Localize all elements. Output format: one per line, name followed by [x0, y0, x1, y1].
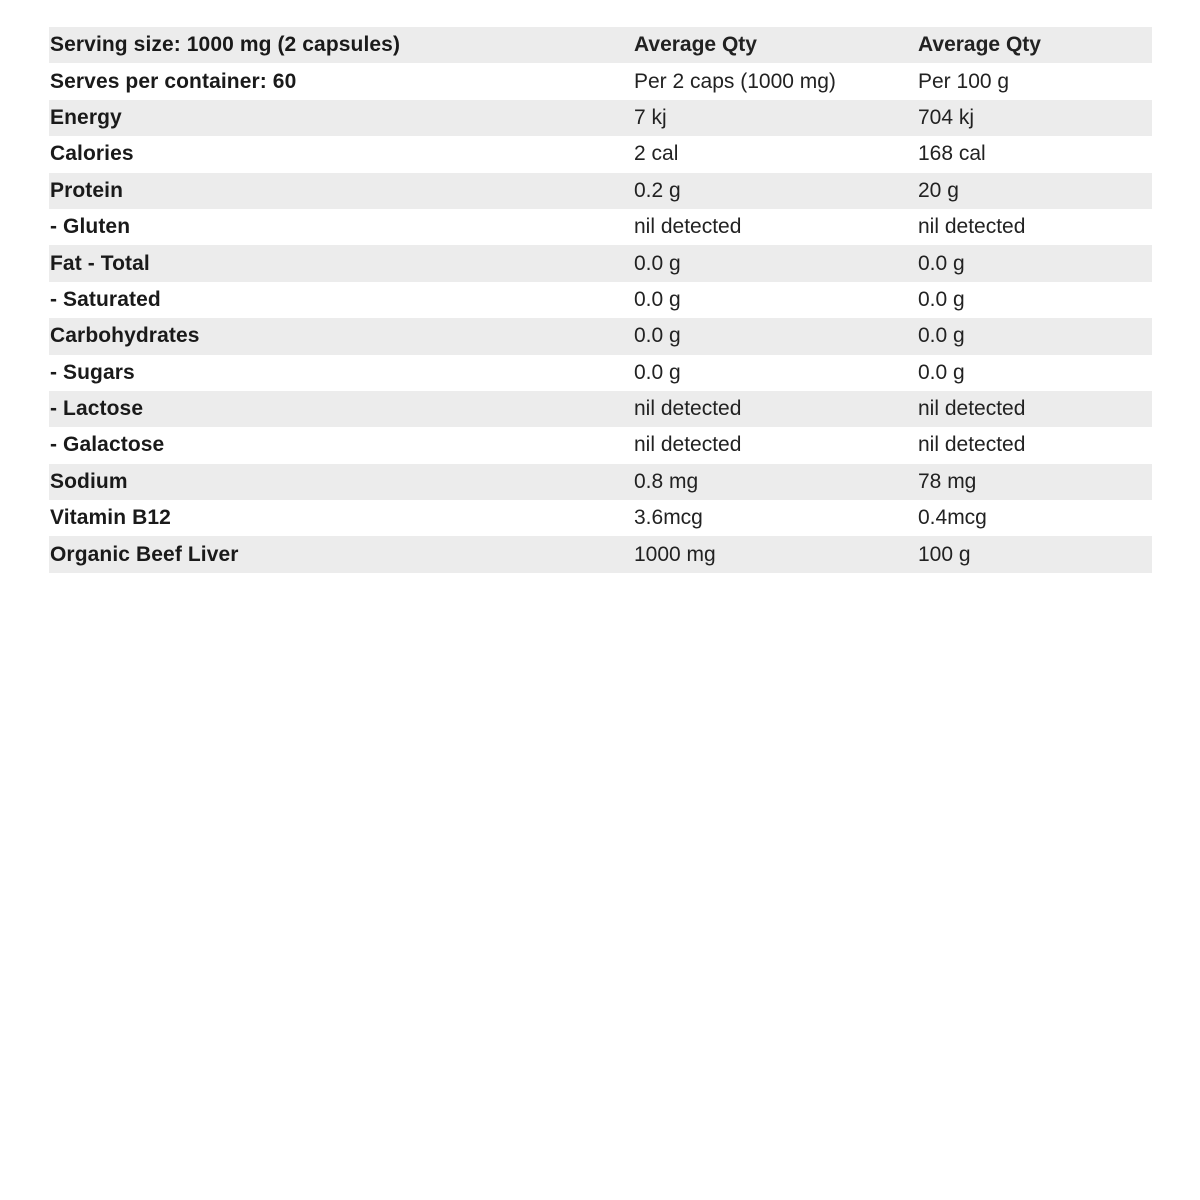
table-row: [49, 500, 1152, 536]
nutrient-label: - Saturated: [50, 287, 161, 311]
nutrient-label: Calories: [50, 142, 134, 166]
table-row: [49, 355, 1152, 391]
nutrient-label: Energy: [50, 105, 122, 129]
per-serve-value: 0.0 g: [634, 251, 681, 275]
per-100g-value: 0.4mcg: [918, 506, 987, 530]
per-serve-value: nil detected: [634, 433, 742, 457]
nutrition-information-table: [49, 27, 1152, 573]
table-row: [49, 173, 1152, 209]
per-100g-value: nil detected: [918, 397, 1026, 421]
nutrient-label: - Galactose: [50, 433, 165, 457]
nutrient-label: - Lactose: [50, 397, 144, 421]
per-100g-value: 100 g: [918, 542, 971, 566]
per-serve-value: 2 cal: [634, 142, 679, 166]
nutrient-label: Protein: [50, 178, 124, 202]
column-subheading-per-serve: Per 2 caps (1000 mg): [634, 69, 836, 93]
per-serve-value: nil detected: [634, 397, 742, 421]
table-row: [49, 100, 1152, 136]
per-100g-value: nil detected: [918, 433, 1026, 457]
servings-per-container-label: Serves per container: 60: [50, 69, 297, 93]
per-100g-value: 78 mg: [918, 469, 977, 493]
column-heading-per-100g: Average Qty: [918, 33, 1041, 57]
nutrient-label: Carbohydrates: [50, 324, 200, 348]
per-serve-value: 0.0 g: [634, 324, 681, 348]
table-row: [49, 282, 1152, 318]
serving-size-row: [49, 27, 1152, 63]
per-100g-value: 20 g: [918, 178, 959, 202]
nutrient-label: Fat - Total: [50, 251, 150, 275]
column-heading-per-serve: Average Qty: [634, 33, 757, 57]
nutrient-label: Vitamin B12: [50, 506, 171, 530]
table-row: [49, 136, 1152, 172]
table-row: [49, 245, 1152, 281]
nutrient-label: - Gluten: [50, 215, 131, 239]
per-serve-value: 0.8 mg: [634, 469, 699, 493]
table-row: [49, 536, 1152, 572]
per-serve-value: nil detected: [634, 215, 742, 239]
table-row: [49, 391, 1152, 427]
column-subheading-per-100g: Per 100 g: [918, 69, 1010, 93]
per-serve-value: 0.0 g: [634, 360, 681, 384]
per-serve-value: 0.0 g: [634, 287, 681, 311]
per-serve-value: 1000 mg: [634, 542, 716, 566]
table-row: [49, 427, 1152, 463]
per-100g-value: 0.0 g: [918, 324, 965, 348]
per-100g-value: 704 kj: [918, 105, 975, 129]
per-serve-value: 3.6mcg: [634, 506, 703, 530]
servings-per-container-row: [49, 63, 1152, 99]
per-100g-value: 0.0 g: [918, 251, 965, 275]
nutrient-label: Organic Beef Liver: [50, 542, 239, 566]
nutrient-label: - Sugars: [50, 360, 135, 384]
per-100g-value: 168 cal: [918, 142, 986, 166]
table-row: [49, 464, 1152, 500]
table-row: [49, 318, 1152, 354]
nutrient-label: Sodium: [50, 469, 128, 493]
per-serve-value: 0.2 g: [634, 178, 681, 202]
per-100g-value: 0.0 g: [918, 360, 965, 384]
per-100g-value: nil detected: [918, 215, 1026, 239]
table-row: [49, 209, 1152, 245]
serving-size-label: Serving size: 1000 mg (2 capsules): [50, 33, 401, 57]
per-serve-value: 7 kj: [634, 105, 667, 129]
per-100g-value: 0.0 g: [918, 287, 965, 311]
